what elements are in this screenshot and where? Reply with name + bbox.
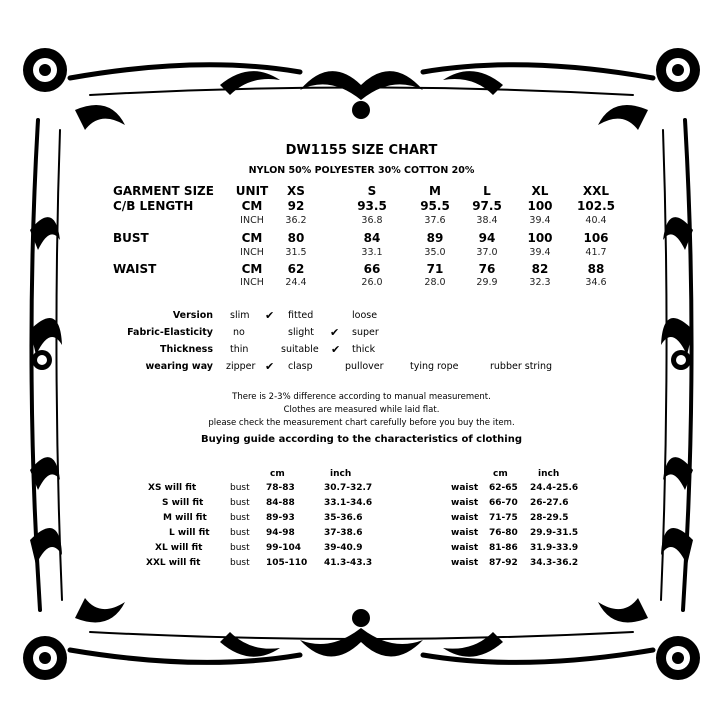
char-row-thickness: [0, 344, 723, 358]
header-xs: XS: [287, 184, 305, 198]
row-label: WAIST: [113, 262, 157, 276]
row-unit: CM: [241, 262, 263, 276]
char-row-version: [0, 310, 723, 324]
char-option: zipper: [226, 361, 256, 372]
guide-waist-cm: 87-92: [489, 558, 518, 568]
check-icon: ✔: [330, 326, 340, 339]
cell: 97.5: [472, 199, 502, 213]
cell: 62: [287, 262, 305, 276]
guide-bust-label: bust: [230, 558, 250, 568]
row-unit: CM: [241, 231, 263, 245]
char-label: wearing way: [145, 361, 213, 372]
header-l: L: [483, 184, 491, 198]
char-option: fitted: [288, 310, 314, 321]
note-line: please check the measurement chart carefully before you buy the item.: [208, 418, 515, 428]
table-row: [0, 277, 723, 291]
char-option: rubber string: [490, 361, 553, 372]
guide-bust-cm: 89-93: [266, 513, 295, 523]
cell: 28.0: [424, 277, 446, 288]
cell: 36.2: [285, 215, 307, 226]
char-label: Fabric-Elasticity: [127, 327, 213, 338]
guide-bust-cm: 84-88: [266, 498, 295, 508]
guide-size: XL will fit: [155, 543, 203, 553]
guide-bust-inch: 30.7-32.7: [324, 483, 373, 493]
cell: 41.7: [585, 247, 607, 258]
chart-title: DW1155 SIZE CHART: [285, 143, 438, 158]
bust-cm-header: cm: [270, 469, 285, 479]
note-line: There is 2-3% difference according to manual measurement.: [232, 392, 491, 402]
guide-waist-label: waist: [451, 513, 479, 523]
cell: 37.6: [424, 215, 446, 226]
cell: 32.3: [529, 277, 551, 288]
guide-waist-cm: 76-80: [489, 528, 518, 538]
guide-bust-label: bust: [230, 543, 250, 553]
check-icon: ✔: [331, 343, 341, 356]
char-option: pullover: [345, 361, 384, 372]
char-option: suitable: [281, 344, 319, 355]
check-icon: ✔: [265, 360, 275, 373]
table-header-row: [0, 184, 723, 198]
guide-waist-cm: 62-65: [489, 483, 518, 493]
cell: 89: [426, 231, 444, 245]
cell: 93.5: [357, 199, 387, 213]
table-row: [0, 215, 723, 229]
header-m: M: [429, 184, 441, 198]
cell: 39.4: [529, 247, 551, 258]
cell: 37.0: [476, 247, 498, 258]
guide-waist-cm: 71-75: [489, 513, 518, 523]
char-option: super: [352, 327, 379, 338]
cell: 84: [363, 231, 381, 245]
material-composition: NYLON 50% POLYESTER 30% COTTON 20%: [248, 165, 475, 176]
guide-waist-cm: 66-70: [489, 498, 518, 508]
cell: 100: [527, 199, 553, 213]
cell: 102.5: [577, 199, 615, 213]
guide-bust-inch: 41.3-43.3: [324, 558, 373, 568]
char-option: thick: [352, 344, 376, 355]
guide-waist-inch: 26-27.6: [530, 498, 569, 508]
char-row-wearing-way: [0, 361, 723, 375]
header-garment-size: GARMENT SIZE: [113, 184, 214, 198]
guide-waist-inch: 29.9-31.5: [530, 528, 579, 538]
guide-bust-label: bust: [230, 513, 250, 523]
char-option: slim: [230, 310, 250, 321]
guide-bust-cm: 78-83: [266, 483, 295, 493]
guide-bust-inch: 35-36.6: [324, 513, 363, 523]
guide-size: XXL will fit: [146, 558, 201, 568]
cell: 36.8: [361, 215, 383, 226]
guide-waist-label: waist: [451, 558, 479, 568]
guide-waist-inch: 31.9-33.9: [530, 543, 579, 553]
guide-waist-inch: 28-29.5: [530, 513, 569, 523]
table-row: [0, 262, 723, 276]
guide-bust-inch: 39-40.9: [324, 543, 363, 553]
table-row: [0, 231, 723, 245]
guide-bust-inch: 33.1-34.6: [324, 498, 373, 508]
buying-guide-title: Buying guide according to the characteristics of clothing: [201, 434, 522, 445]
cell: 34.6: [585, 277, 607, 288]
guide-waist-label: waist: [451, 543, 479, 553]
char-option: thin: [230, 344, 249, 355]
guide-bust-label: bust: [230, 483, 250, 493]
cell: 92: [287, 199, 305, 213]
cell: 76: [478, 262, 496, 276]
check-icon: ✔: [265, 309, 275, 322]
cell: 39.4: [529, 215, 551, 226]
guide-bust-cm: 99-104: [266, 543, 302, 553]
cell: 40.4: [585, 215, 607, 226]
char-option: clasp: [288, 361, 313, 372]
char-option: loose: [352, 310, 378, 321]
row-unit: INCH: [240, 277, 264, 288]
char-option: tying rope: [410, 361, 459, 372]
guide-waist-label: waist: [451, 483, 479, 493]
row-unit: INCH: [240, 215, 264, 226]
row-label: C/B LENGTH: [113, 199, 194, 213]
cell: 38.4: [476, 215, 498, 226]
cell: 71: [426, 262, 444, 276]
row-unit: INCH: [240, 247, 264, 258]
cell: 31.5: [285, 247, 307, 258]
row-label: BUST: [113, 231, 149, 245]
cell: 80: [287, 231, 305, 245]
guide-waist-inch: 24.4-25.6: [530, 483, 579, 493]
guide-size: M will fit: [163, 513, 207, 523]
cell: 95.5: [420, 199, 450, 213]
header-s: S: [367, 184, 377, 198]
header-xxl: XXL: [582, 184, 610, 198]
header-xl: XL: [531, 184, 549, 198]
guide-bust-inch: 37-38.6: [324, 528, 363, 538]
guide-bust-cm: 94-98: [266, 528, 295, 538]
char-row-elasticity: [0, 327, 723, 341]
table-row: [0, 199, 723, 213]
char-option: slight: [288, 327, 315, 338]
guide-bust-label: bust: [230, 498, 250, 508]
guide-size: L will fit: [169, 528, 210, 538]
guide-bust-cm: 105-110: [266, 558, 308, 568]
guide-waist-label: waist: [451, 528, 479, 538]
cell: 82: [531, 262, 549, 276]
cell: 26.0: [361, 277, 383, 288]
guide-size: XS will fit: [148, 483, 197, 493]
cell: 106: [583, 231, 609, 245]
row-unit: CM: [241, 199, 263, 213]
guide-bust-label: bust: [230, 528, 250, 538]
guide-size: S will fit: [162, 498, 204, 508]
note-line: Clothes are measured while laid flat.: [283, 405, 440, 415]
cell: 24.4: [285, 277, 307, 288]
cell: 94: [478, 231, 496, 245]
guide-waist-cm: 81-86: [489, 543, 518, 553]
cell: 33.1: [361, 247, 383, 258]
cell: 66: [363, 262, 381, 276]
cell: 35.0: [424, 247, 446, 258]
cell: 29.9: [476, 277, 498, 288]
char-label: Version: [172, 310, 213, 321]
bust-inch-header: inch: [330, 469, 352, 479]
char-label: Thickness: [160, 344, 213, 355]
guide-waist-label: waist: [451, 498, 479, 508]
guide-waist-inch: 34.3-36.2: [530, 558, 579, 568]
waist-cm-header: cm: [493, 469, 508, 479]
table-row: [0, 247, 723, 261]
cell: 100: [527, 231, 553, 245]
header-unit: UNIT: [235, 184, 269, 198]
char-option: no: [233, 327, 245, 338]
cell: 88: [587, 262, 605, 276]
waist-inch-header: inch: [538, 469, 560, 479]
